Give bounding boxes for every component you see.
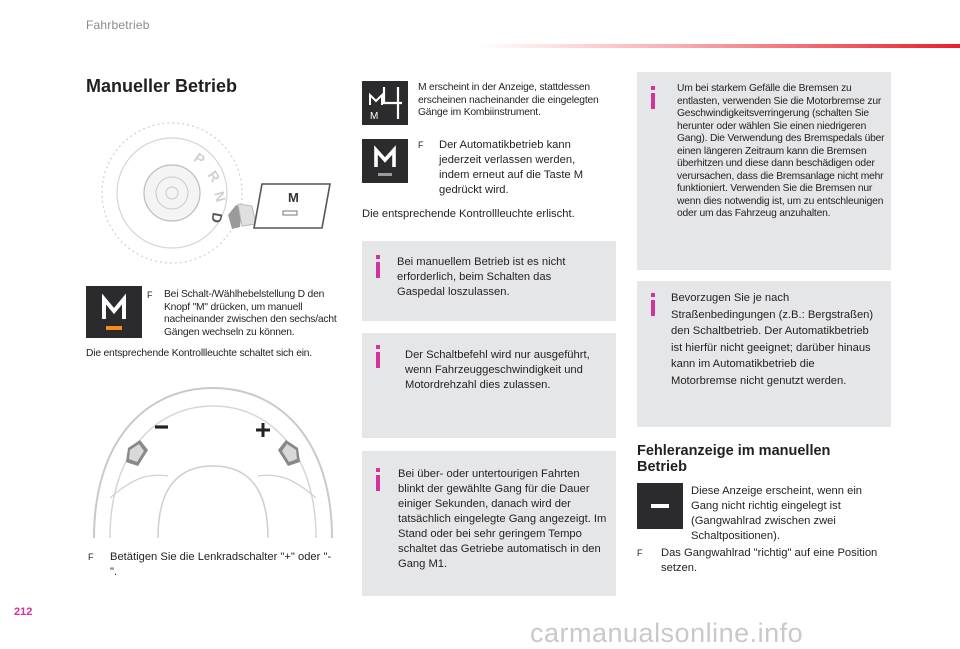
fault-text: Diese Anzeige erscheint, wenn ein Gang nicht richtig eingelegt ist (Gangwahlrad zwischen zwei Schaltpositionen). xyxy=(691,485,863,542)
step3-note: Die entsprechende Kontrollleuchte erlischt. xyxy=(362,208,575,220)
svg-text:M: M xyxy=(370,111,379,122)
svg-text:N: N xyxy=(211,189,230,204)
info-box-5 xyxy=(637,281,891,427)
steering-wheel-illustration xyxy=(88,378,338,543)
section-title: Fahrbetrieb xyxy=(86,18,150,32)
info-box-3 xyxy=(362,451,616,596)
info-box-5-text: Bevorzugen Sie je nach Straßenbedingungen (z.B.: Bergstraßen) den Schaltbetrieb. Der Automatikbetrieb ist hierfür nicht geeignet; darüber hinaus kann im Automatikbetrieb die Motorbremse nicht genutzt werden. xyxy=(671,292,874,387)
step2 xyxy=(88,550,338,580)
step1-note: Die entsprechende Kontrollleuchte schaltet sich ein. xyxy=(86,348,312,359)
display-text: M erscheint in der Anzeige, stattdessen erscheinen nacheinander die eingelegten Gänge im Kombiinstrument. xyxy=(418,82,599,118)
step1-bullet: F xyxy=(147,290,153,300)
step3-bullet: F xyxy=(418,140,424,150)
manual-mode-indicator-off xyxy=(362,139,408,183)
step4-text: Das Gangwahlrad "richtig" auf eine Position setzen. xyxy=(661,547,878,574)
step3 xyxy=(418,138,593,198)
gear-selector-illustration xyxy=(90,120,340,270)
info-box-4-text: Um bei starkem Gefälle die Bremsen zu entlasten, verwenden Sie die Motorbremse zur Geschwindigkeitsverringerung (schalten Sie herunter oder wählen Sie einen niedrigeren Gang). Die Verwendung des Bremspedals über einen längeren Zeitraum kann die Bremsen überhitzen und diese dann beschädigen oder verursachen, dass die Bremsanlage nicht mehr funktioniert. Verwenden Sie die Bremsen nur wenn dies notwendig ist, um zu entschleunigen oder um das Fahrzeug anzuhalten. xyxy=(677,83,885,219)
step2-text: Betätigen Sie die Lenkradschalter "+" oder "-". xyxy=(110,551,332,578)
page-title: Manueller Betrieb xyxy=(86,76,238,96)
info-box-2-text: Der Schaltbefehl wird nur ausgeführt, wenn Fahrzeuggeschwindigkeit und Motordrehzahl dies zulassen. xyxy=(405,349,590,391)
watermark: carmanualsonline.info xyxy=(530,618,804,648)
step3-text: Der Automatikbetrieb kann jederzeit verlassen werden, indem erneut auf die Taste M gedrückt wird. xyxy=(439,139,584,196)
gear-display-image xyxy=(362,81,408,125)
svg-text:D: D xyxy=(208,211,226,225)
svg-text:R: R xyxy=(204,167,224,186)
info-box-2 xyxy=(362,333,616,438)
svg-text:P: P xyxy=(191,149,209,168)
info-box-1 xyxy=(362,241,616,321)
step1 xyxy=(147,289,345,339)
info-box-4 xyxy=(637,72,891,270)
info-box-1-text: Bei manuellem Betrieb ist es nicht erforderlich, beim Schalten das Gaspedal loszulassen. xyxy=(397,256,566,298)
manual-mode-indicator xyxy=(86,286,142,338)
fault-heading: Fehleranzeige im manuellen Betrieb xyxy=(637,443,831,475)
fault-indicator xyxy=(637,483,683,529)
info-box-3-text: Bei über- oder untertourigen Fahrten blinkt der gewählte Gang für die Dauer einiger Sekunden, danach wird der tatsächlich eingelegte Gang angezeigt. Im Stand oder bei sehr geringem Tempo schaltet das Getriebe automatisch in den Gang M1. xyxy=(398,468,607,570)
page-number: 212 xyxy=(14,606,33,618)
header-rule xyxy=(480,44,960,48)
step2-bullet: F xyxy=(88,552,94,562)
svg-text:M: M xyxy=(288,190,299,205)
step4 xyxy=(637,546,882,576)
step1-text: Bei Schalt-/Wählhebelstellung D den Knopf "M" drücken, um manuell nacheinander zwischen den sechs/acht Gängen wechseln zu können. xyxy=(164,289,337,338)
step4-bullet: F xyxy=(637,548,643,558)
